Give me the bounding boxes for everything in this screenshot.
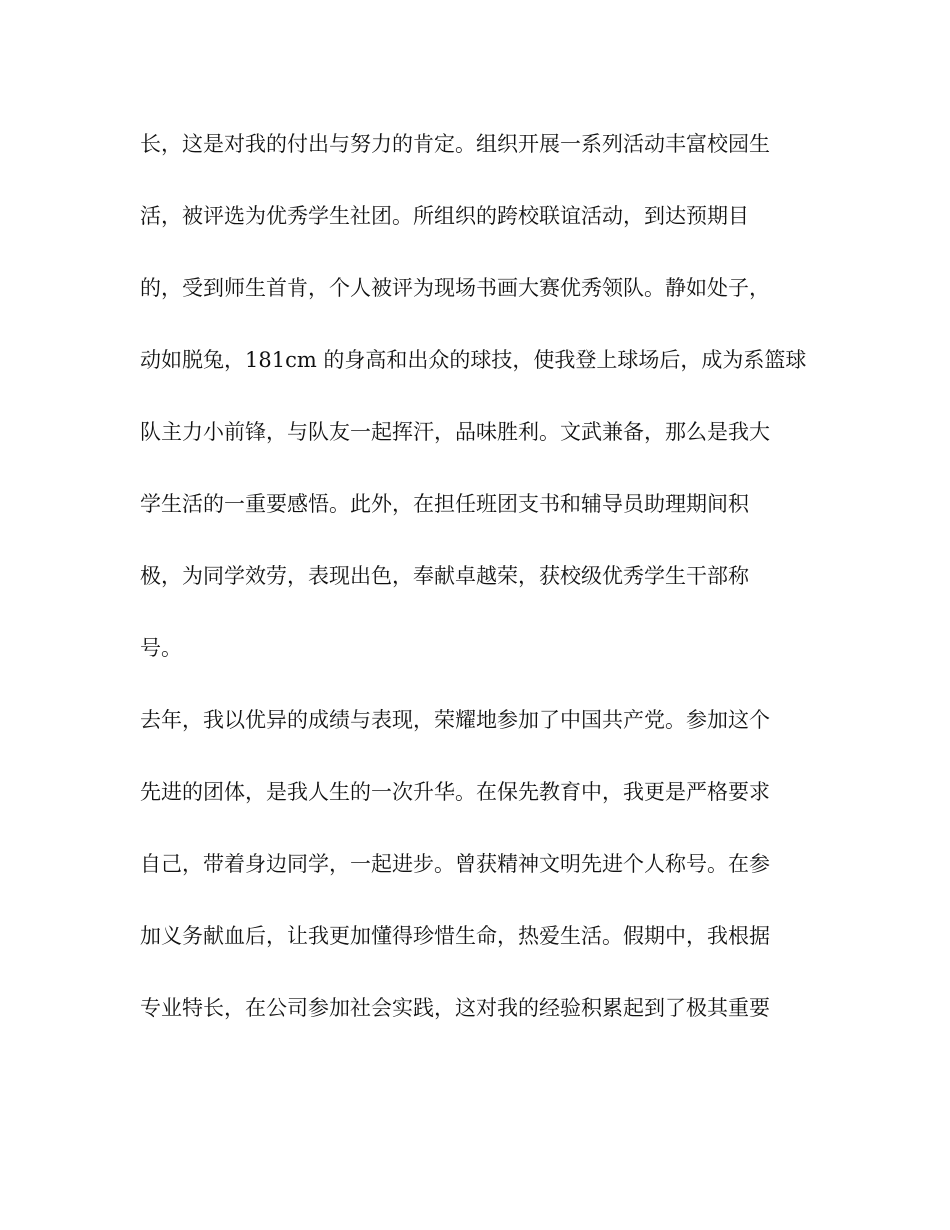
paragraph-2-line-2: 先进的团体，是我人生的一次升华。在保先教育中，我更是严格要求	[140, 780, 770, 804]
paragraph-1-line-8: 号。	[140, 636, 182, 660]
paragraph-2-line-5: 专业特长，在公司参加社会实践，这对我的经验积累起到了极其重要	[140, 996, 770, 1020]
paragraph-1-line-4: 动如脱兔，181cm 的身高和出众的球技，使我登上球场后，成为系篮球	[140, 348, 807, 372]
paragraph-1-line-6: 学生活的一重要感悟。此外，在担任班团支书和辅导员助理期间积	[140, 492, 749, 516]
paragraph-1-line-2: 活，被评选为优秀学生社团。所组织的跨校联谊活动，到达预期目	[140, 204, 749, 228]
paragraph-2-line-3: 自己，带着身边同学，一起进步。曾获精神文明先进个人称号。在参	[140, 852, 770, 876]
paragraph-1-line-3: 的，受到师生首肯，个人被评为现场书画大赛优秀领队。静如处子，	[140, 276, 770, 300]
paragraph-1-line-1: 长，这是对我的付出与努力的肯定。组织开展一系列活动丰富校园生	[140, 132, 770, 156]
paragraph-1-line-7: 极，为同学效劳，表现出色，奉献卓越荣，获校级优秀学生干部称	[140, 564, 749, 588]
paragraph-2-line-4: 加义务献血后，让我更加懂得珍惜生命，热爱生活。假期中，我根据	[140, 924, 770, 948]
paragraph-2-line-1: 去年，我以优异的成绩与表现，荣耀地参加了中国共产党。参加这个	[140, 708, 770, 732]
paragraph-1-line-5: 队主力小前锋，与队友一起挥汗，品味胜利。文武兼备，那么是我大	[140, 420, 770, 444]
